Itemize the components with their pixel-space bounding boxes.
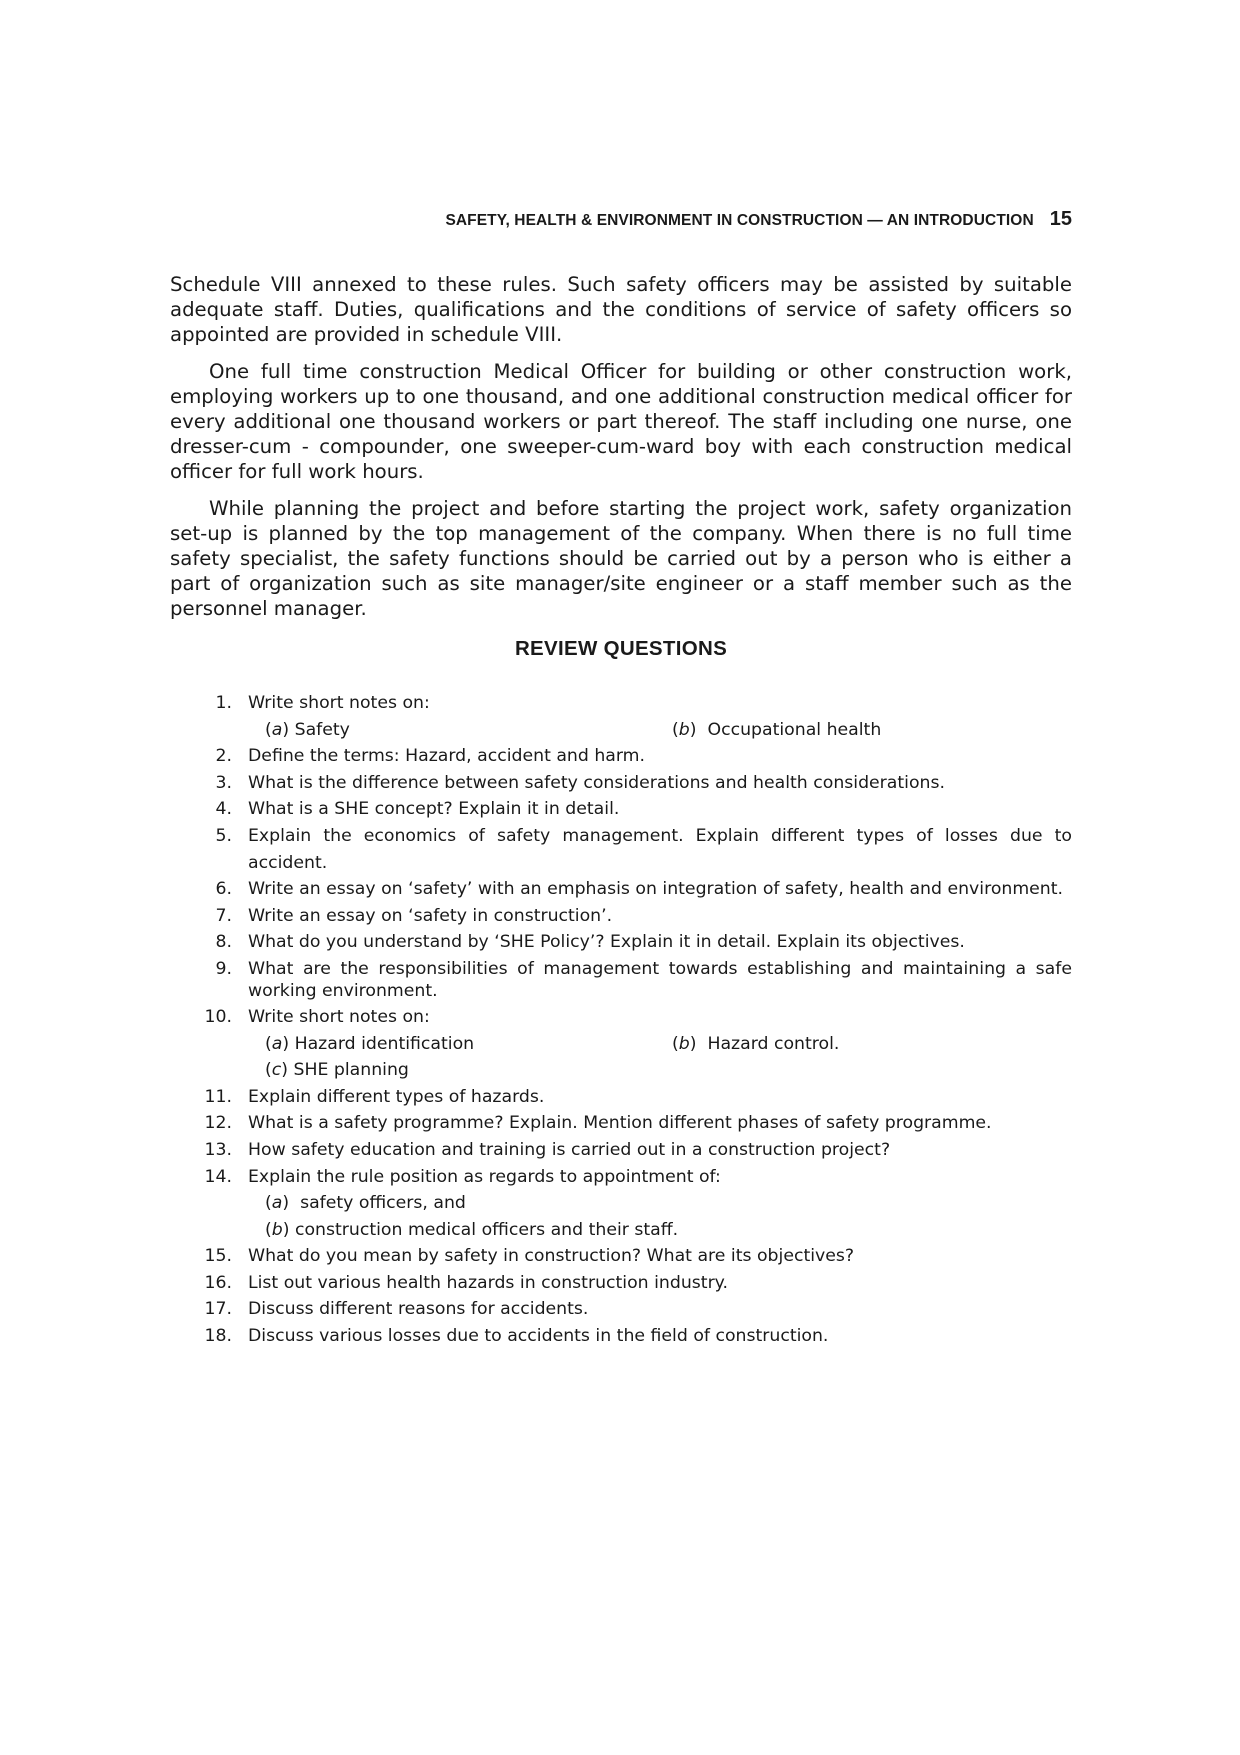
- option-label: b: [678, 719, 690, 740]
- question-text: Explain the economics of safety management. Explain different types of losses due to accident.: [248, 825, 1072, 873]
- paragraph: One full time construction Medical Officer for building or other construction work, employing workers up to one thousand, and one additional construction medical officer for every additional one thousand workers or part thereof. The staff including one nurse, one dresser-cum - compounder, one sweeper-cum-ward boy with each construction medical officer for full work hours.: [170, 360, 1072, 483]
- paragraph: While planning the project and before starting the project work, safety organization set-up is planned by the top management of the company. When there is no full time safety specialist, the safety functions should be carried out by a person who is either a part of organization such as site manager/site engineer or a staff member such as the personnel manager.: [170, 497, 1072, 620]
- option-text: Safety: [294, 719, 350, 740]
- question-text: Write an essay on ‘safety in construction’.: [248, 905, 613, 926]
- question-text: What do you mean by safety in construction? What are its objectives?: [248, 1246, 855, 1267]
- question-item: [170, 1164, 1072, 1191]
- option-text: Occupational health: [707, 719, 882, 740]
- question-text: What is the difference between safety considerations and health considerations.: [248, 772, 945, 793]
- question-text: Explain different types of hazards.: [248, 1086, 545, 1107]
- question-number: 5.: [215, 825, 232, 846]
- option-item: (a) safety officers, and: [265, 1193, 466, 1214]
- option-label: a: [271, 1193, 283, 1214]
- running-header: [170, 208, 1072, 231]
- question-number: 13.: [204, 1139, 232, 1160]
- question-item: [170, 903, 1072, 930]
- question-item: [170, 1004, 1072, 1031]
- option-text: Hazard control.: [707, 1033, 840, 1054]
- question-number: 15.: [204, 1246, 232, 1267]
- question-item: [170, 1084, 1072, 1111]
- running-title: SAFETY, HEALTH & ENVIRONMENT IN CONSTRUCTION — AN INTRODUCTION: [445, 212, 1034, 229]
- question-number: 8.: [215, 932, 232, 953]
- question-number: 4.: [215, 799, 232, 820]
- question-number: 1.: [215, 693, 232, 713]
- option-text: construction medical officers and their staff.: [294, 1219, 679, 1240]
- option-label: a: [271, 719, 283, 740]
- question-number: 17.: [204, 1299, 232, 1320]
- question-number: 7.: [215, 905, 232, 926]
- question-text: What is a safety programme? Explain. Mention different phases of safety programme.: [248, 1113, 992, 1134]
- question-item: [170, 1296, 1072, 1323]
- question-text: Discuss different reasons for accidents.: [248, 1299, 589, 1320]
- question-item: [170, 770, 1072, 797]
- question-text: Write short notes on:: [248, 693, 430, 713]
- question-text: List out various health hazards in construction industry.: [248, 1272, 728, 1293]
- question-number: 9.: [215, 958, 232, 979]
- option-label: a: [271, 1033, 283, 1054]
- paragraph: Schedule VIII annexed to these rules. Such safety officers may be assisted by suitable adequate staff. Duties, qualifications and the conditions of service of safety officers so appointed are provided in schedule VIII.: [170, 273, 1072, 346]
- question-number: 6.: [215, 879, 232, 900]
- question-options: [170, 717, 1072, 744]
- question-text: Define the terms: Hazard, accident and harm.: [248, 746, 646, 767]
- question-text: Explain the rule position as regards to appointment of:: [248, 1166, 721, 1187]
- question-text: What do you understand by ‘SHE Policy’? Explain it in detail. Explain its objectives.: [248, 932, 965, 953]
- option-label: b: [271, 1219, 283, 1240]
- review-questions-list: [170, 690, 1072, 1350]
- question-item: [170, 956, 1072, 1004]
- question-number: 14.: [204, 1166, 232, 1187]
- section-heading: REVIEW QUESTIONS: [514, 637, 728, 660]
- question-number: 2.: [215, 746, 232, 767]
- option-text: safety officers, and: [300, 1193, 466, 1214]
- option-item: (c) SHE planning: [265, 1060, 409, 1081]
- question-item: [170, 796, 1072, 823]
- question-text: How safety education and training is carried out in a construction project?: [248, 1139, 891, 1160]
- question-item: [170, 876, 1072, 903]
- option-text: Hazard identification: [294, 1033, 475, 1054]
- option-item: (b) Occupational health: [672, 719, 882, 740]
- question-item: [170, 743, 1072, 770]
- option-item: (b) Hazard control.: [672, 1033, 840, 1054]
- page-number: 15: [1049, 208, 1072, 230]
- question-text: What is a SHE concept? Explain it in detail.: [248, 799, 620, 820]
- option-item: (b) construction medical officers and their staff.: [265, 1219, 679, 1240]
- question-text: What are the responsibilities of management towards establishing and maintaining a safe working environment.: [248, 958, 1072, 1001]
- body-text: [170, 272, 1072, 633]
- question-item: [170, 1323, 1072, 1350]
- question-item: [170, 823, 1072, 876]
- question-number: 12.: [204, 1113, 232, 1134]
- option-item: (a) Safety: [265, 719, 350, 740]
- question-item: [170, 1243, 1072, 1270]
- option-label: b: [678, 1033, 690, 1054]
- question-text: Write an essay on ‘safety’ with an emphasis on integration of safety, health and environment.: [248, 879, 1064, 900]
- question-number: 10.: [204, 1006, 232, 1027]
- question-item: [170, 1110, 1072, 1137]
- option-item: (a) Hazard identification: [265, 1033, 475, 1054]
- question-item: [170, 1270, 1072, 1297]
- question-options: [170, 1031, 1072, 1058]
- option-text: SHE planning: [293, 1060, 409, 1081]
- question-text: Discuss various losses due to accidents in the field of construction.: [248, 1326, 829, 1347]
- option-label: c: [271, 1060, 282, 1081]
- question-number: 3.: [215, 772, 232, 793]
- question-number: 11.: [204, 1086, 232, 1107]
- question-text: Write short notes on:: [248, 1006, 430, 1027]
- question-item: [170, 929, 1072, 956]
- question-number: 16.: [204, 1272, 232, 1293]
- question-item: [170, 1137, 1072, 1164]
- question-item: [170, 690, 1072, 717]
- question-number: 18.: [204, 1326, 232, 1347]
